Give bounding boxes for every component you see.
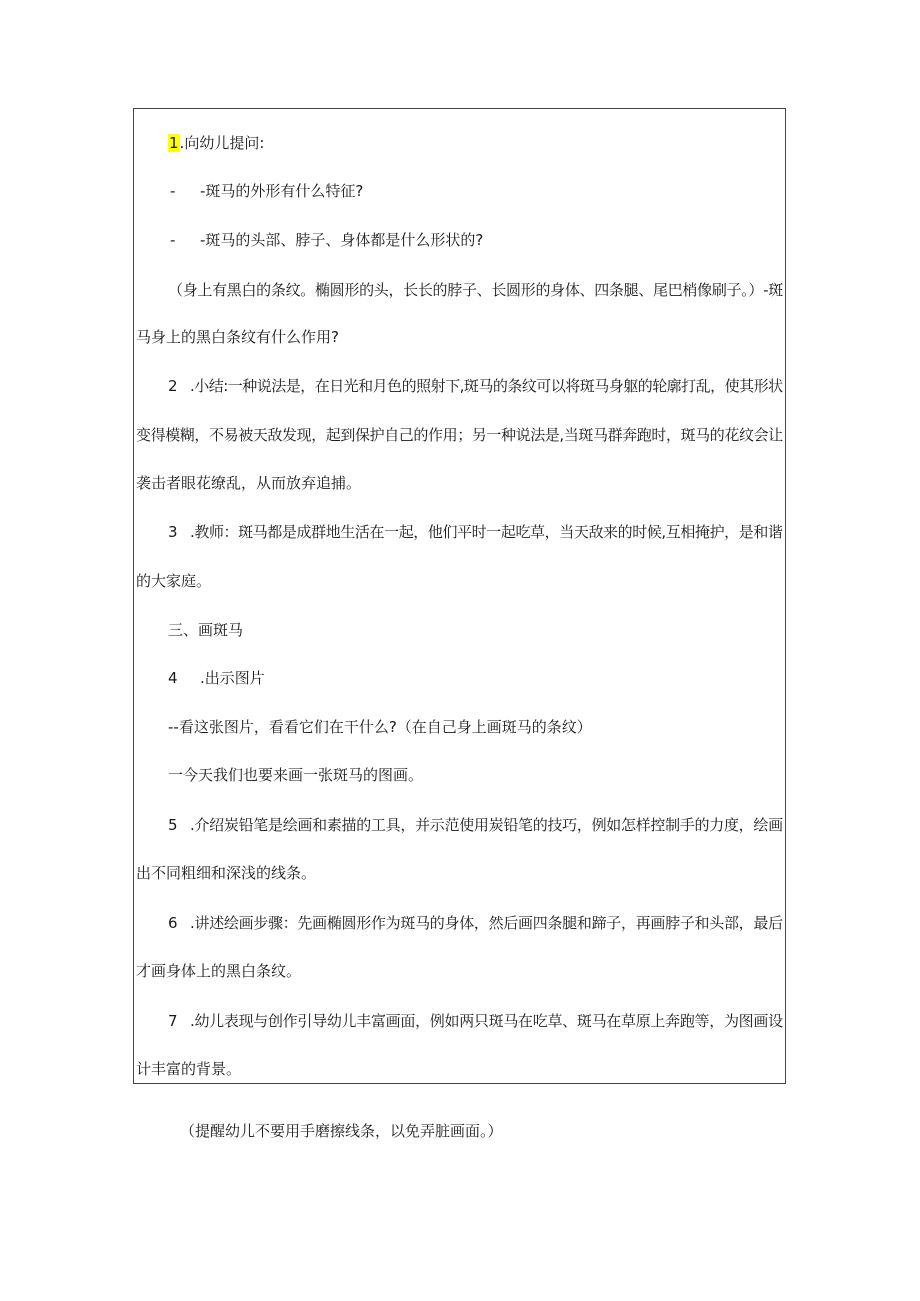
paragraph-line: .讲述绘画步骤：先画椭圆形作为斑马的身体，然后画四条腿和蹄子，再画脖子和头部，最后 [190, 914, 783, 932]
paragraph-line: .出示图片 [200, 669, 265, 687]
paragraph-line: .幼儿表现与创作引导幼儿丰富画面，例如两只斑马在吃草、斑马在草原上奔跑等，为图画设 [190, 1012, 783, 1030]
item-number: 5 [168, 816, 178, 834]
item-number: 7 [168, 1012, 178, 1030]
paragraph-line: .介绍炭铅笔是绘画和素描的工具，并示范使用炭铅笔的技巧，例如怎样控制手的力度，绘画 [190, 816, 783, 834]
item-number: 3 [168, 523, 178, 541]
paragraph-line: .小结:一种说法是，在日光和月色的照射下,斑马的条纹可以将斑马身躯的轮廓打乱，使其形状 [190, 377, 783, 395]
paragraph-line: （身上有黑白的条纹。椭圆形的头，长长的脖子、长圆形的身体、四条腿、尾巴梢像刷子。）-斑 [168, 281, 783, 299]
paragraph-line: 计丰富的背景。 [136, 1060, 242, 1078]
highlighted-number: 1 [169, 134, 179, 152]
question-heading: 1.向幼儿提问: [169, 134, 265, 152]
paragraph-line: --看这张图片，看看它们在干什么?（在自己身上画斑马的条纹） [168, 718, 592, 736]
question-line: -斑马的头部、脖子、身体都是什么形状的? [200, 231, 484, 249]
paragraph-line: 出不同粗细和深浅的线条。 [136, 864, 317, 882]
reminder-note: （提醒幼儿不要用手磨擦线条，以免弄脏画面。） [180, 1122, 503, 1140]
paragraph-line: .教师：斑马都是成群地生活在一起，他们平时一起吃草，当天敌来的时候,互相掩护，是和谐 [190, 523, 783, 541]
dash-marker: - [170, 231, 176, 249]
content-table-frame [133, 108, 786, 1084]
item-number: 6 [168, 914, 178, 932]
item-number: 4 [168, 669, 178, 687]
item-number: 2 [168, 377, 178, 395]
question-line: -斑马的外形有什么特征? [200, 182, 364, 200]
paragraph-line: 的大家庭。 [136, 572, 212, 590]
paragraph-line: 袭击者眼花缭乱，从而放弃追捕。 [136, 474, 362, 492]
paragraph-line: 变得模糊，不易被天敌发现，起到保护自己的作用；另一种说法是,当斑马群奔跑时，斑马的花纹会让 [136, 426, 783, 444]
paragraph-line: 一今天我们也要来画一张斑马的图画。 [168, 766, 424, 784]
dash-marker: - [170, 182, 176, 200]
paragraph-line: 才画身体上的黑白条纹。 [136, 962, 302, 980]
section-heading: 三、画斑马 [168, 621, 244, 639]
paragraph-line: 马身上的黑白条纹有什么作用? [136, 328, 339, 346]
